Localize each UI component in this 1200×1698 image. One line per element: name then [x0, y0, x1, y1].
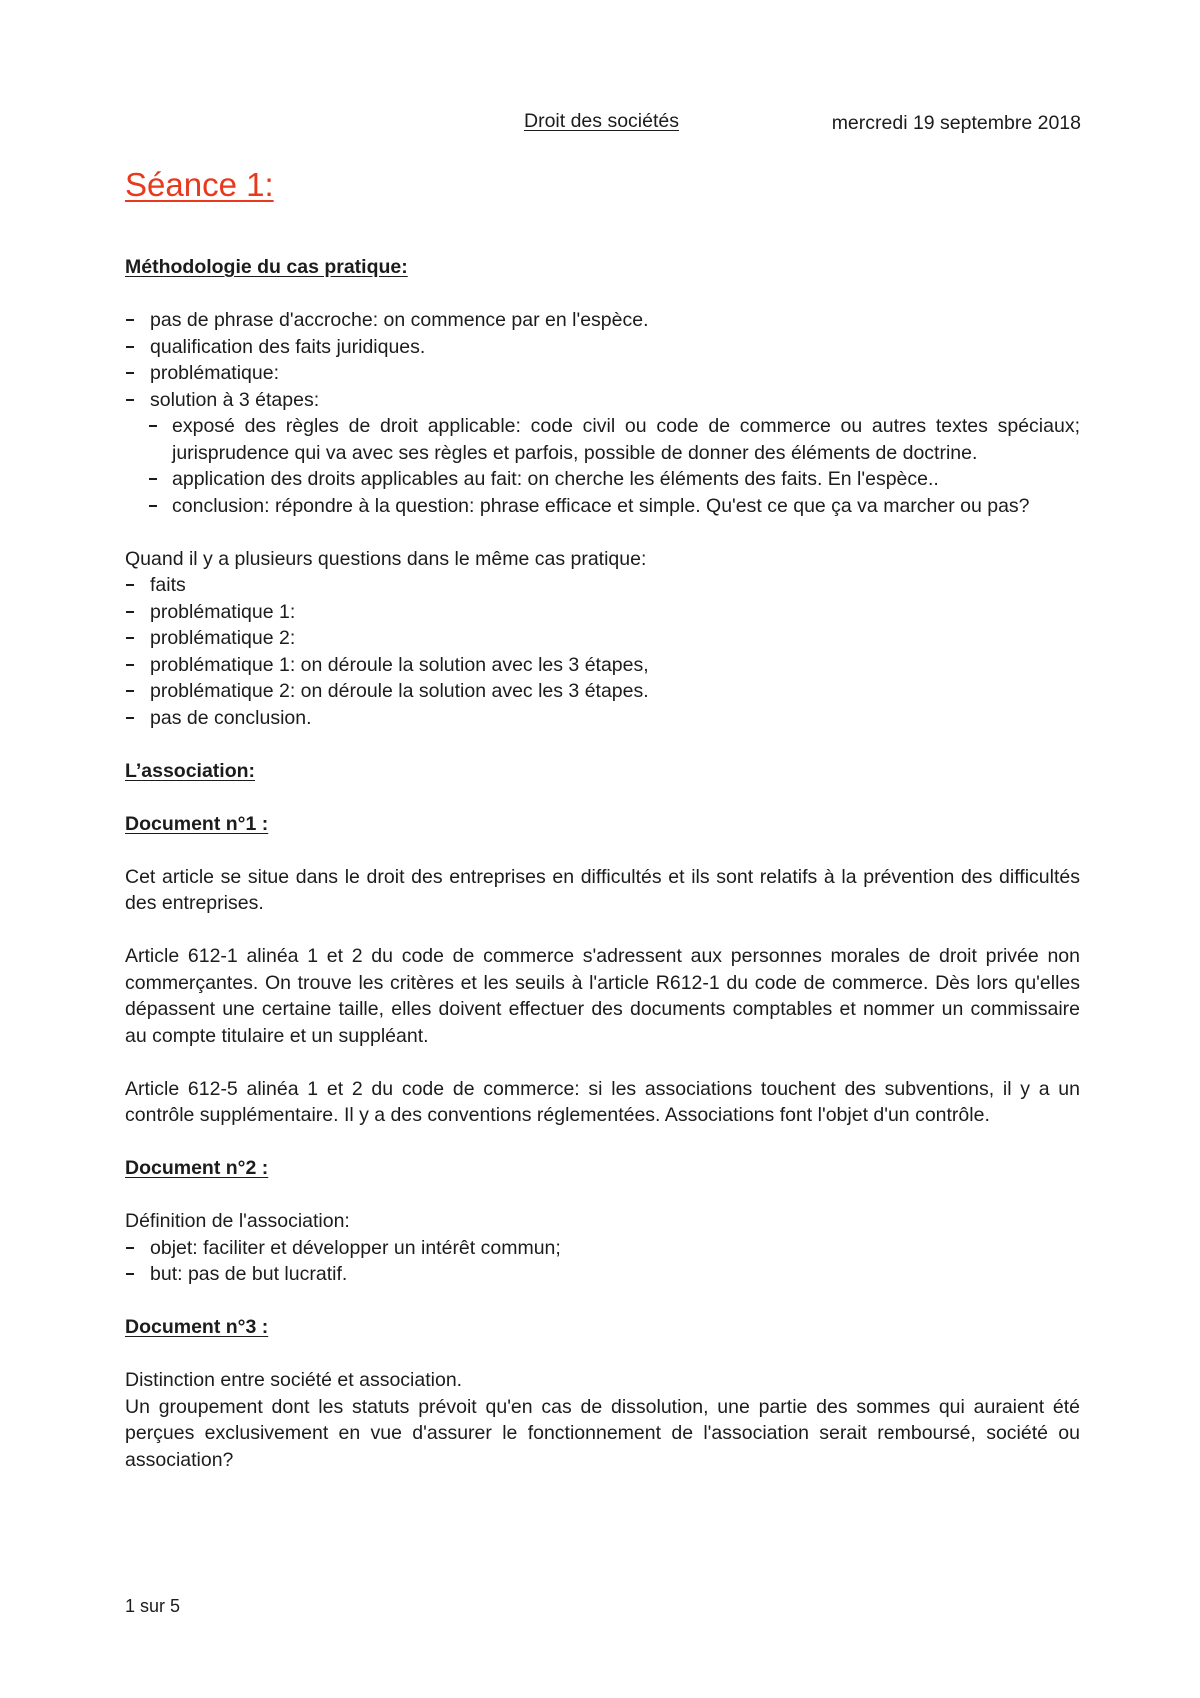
document-2-intro: Définition de l'association:	[125, 1210, 350, 1232]
document-1-paragraph-3: Article 612-5 alinéa 1 et 2 du code de commerce: si les associations touchent des subventions, il y a un contrôle supplémentaire. Il y a des conventions réglementées. Associations font l'objet d'un contrôle.	[125, 1077, 1080, 1126]
document-2-list	[125, 1235, 1080, 1288]
header-date: mercredi 19 septembre 2018	[831, 112, 1081, 134]
sub-list-item: application des droits applicables au fait: on cherche les éléments des faits. En l'espèce..	[125, 466, 1080, 493]
methodology-heading: Méthodologie du cas pratique:	[125, 256, 408, 278]
list-item: solution à 3 étapes:	[125, 387, 1080, 414]
header-course: Droit des sociétés	[524, 110, 679, 132]
list-item: faits	[125, 572, 1080, 599]
methodology-list	[125, 307, 1080, 413]
multiple-questions-list	[125, 572, 1080, 731]
list-item: problématique 2: on déroule la solution avec les 3 étapes.	[125, 678, 1080, 705]
document-1-paragraph-1: Cet article se situe dans le droit des entreprises en difficultés et ils sont relatifs à la prévention des difficultés des entreprises.	[125, 865, 1080, 914]
multiple-questions-intro: Quand il y a plusieurs questions dans le même cas pratique:	[125, 547, 647, 570]
methodology-sub-list	[125, 413, 1080, 519]
page-number: 1 sur 5	[125, 1596, 181, 1616]
document-1-paragraph-2: Article 612-1 alinéa 1 et 2 du code de commerce s'adressent aux personnes morales de droit privée non commerçantes. On trouve les critères et les seuils à l'article R612-1 du code de commerce. Dès lors qu'elles dépassent une certaine taille, elles doivent effectuer des documents comptables et nommer un commissaire au compte titulaire et un suppléant.	[125, 945, 1080, 1047]
document-3-paragraph-2: Un groupement dont les statuts prévoit qu'en cas de dissolution, une partie des sommes qui auraient été perçues exclusivement en vue d'assurer le fonctionnement de l'association serait remboursé, société ou association?	[125, 1395, 1080, 1471]
list-item: but: pas de but lucratif.	[125, 1261, 1080, 1288]
document-2-heading: Document n°2 :	[125, 1157, 269, 1179]
list-item: objet: faciliter et développer un intérêt commun;	[125, 1235, 1080, 1262]
document-3-heading: Document n°3 :	[125, 1316, 269, 1338]
list-item: problématique 2:	[125, 625, 1080, 652]
association-heading: L’association:	[125, 759, 256, 782]
sub-list-item: conclusion: répondre à la question: phrase efficace et simple. Qu'est ce que ça va marcher ou pas?	[125, 493, 1080, 520]
list-item: pas de phrase d'accroche: on commence par en l'espèce.	[125, 307, 1080, 334]
page-title: Séance 1:	[125, 166, 274, 203]
list-item: qualification des faits juridiques.	[125, 334, 1080, 361]
list-item: problématique:	[125, 360, 1080, 387]
list-item: problématique 1:	[125, 599, 1080, 626]
list-item: problématique 1: on déroule la solution avec les 3 étapes,	[125, 652, 1080, 679]
sub-list-item: exposé des règles de droit applicable: code civil ou code de commerce ou autres textes spéciaux; jurisprudence qui va avec ses règles et parfois, possible de donner des éléments de doctrine.	[125, 413, 1080, 466]
document-3-paragraph-1: Distinction entre société et association.	[125, 1369, 463, 1391]
list-item: pas de conclusion.	[125, 705, 1080, 732]
document-body	[125, 254, 1080, 1473]
document-1-heading: Document n°1 :	[125, 812, 269, 835]
